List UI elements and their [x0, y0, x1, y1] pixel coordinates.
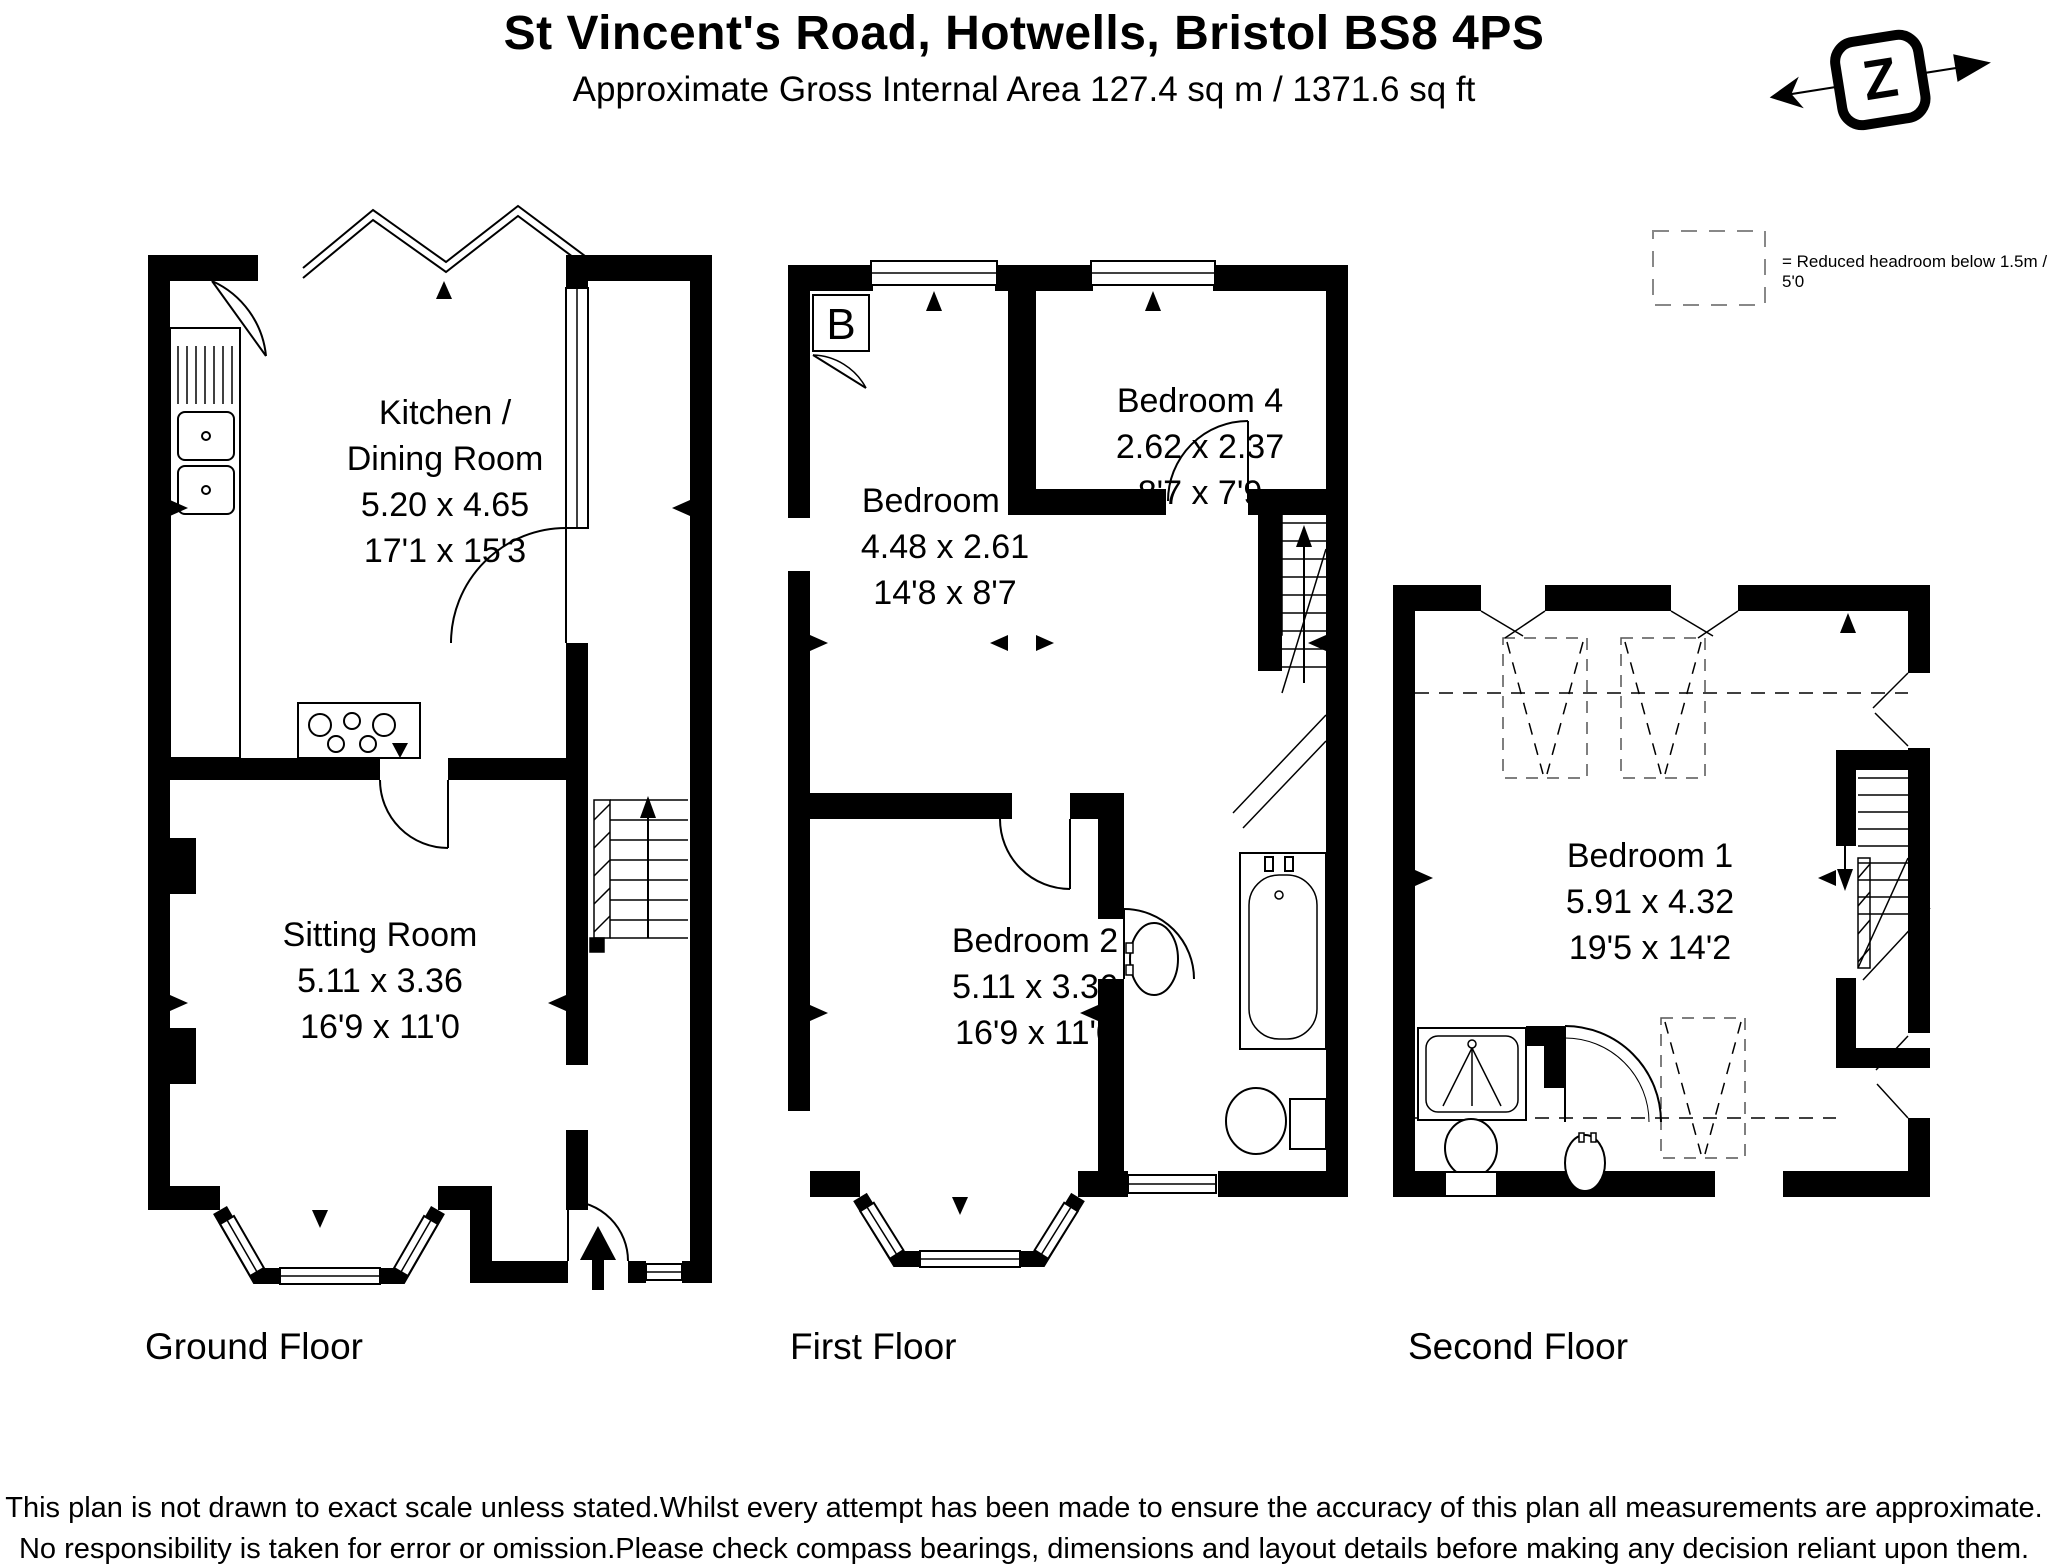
room-metric: 5.11 x 3.36	[297, 962, 463, 1000]
room-imperial: 16'9 x 11'0	[955, 1014, 1115, 1052]
room-name: Bedroom 2	[951, 922, 1119, 960]
break-line	[303, 206, 585, 278]
room-metric: 5.91 x 4.32	[1565, 883, 1735, 921]
boiler-icon	[813, 295, 869, 388]
door-arc	[1000, 819, 1070, 889]
room-name: Bedroom 4	[1116, 382, 1284, 420]
boiler-label: B	[826, 300, 856, 349]
entrance-arrow-icon	[580, 1226, 616, 1290]
stairs-icon	[590, 796, 688, 952]
shower-icon	[1418, 1028, 1526, 1120]
room-name: Kitchen /	[378, 394, 512, 432]
bay-window	[860, 1197, 1078, 1267]
kitchen-dining-label	[290, 390, 600, 574]
room-imperial: 14'8 x 8'7	[873, 574, 1017, 612]
door-arc	[380, 780, 448, 848]
window	[646, 1264, 682, 1280]
north-arrow-icon	[1760, 18, 2000, 133]
room-metric: 5.11 x 3.36	[952, 968, 1118, 1006]
basin-icon	[1565, 1133, 1605, 1191]
bedroom4-label	[1050, 378, 1350, 516]
disclaimer-line1: This plan is not drawn to exact scale unless stated.Whilst every attempt has been made to ensure the accuracy of this plan all measurements are approximate.	[5, 1492, 2043, 1524]
door-arc	[1565, 1026, 1661, 1122]
reduced-headroom-legend-swatch	[1650, 228, 1770, 310]
toilet-icon	[1226, 1088, 1326, 1154]
sitting-room-label	[230, 912, 530, 1050]
bedroom1-label	[1500, 833, 1800, 971]
ground-floor-label: Ground Floor	[145, 1326, 363, 1367]
room-metric: 5.20 x 4.65	[360, 486, 530, 524]
reduced-headroom-legend-text: = Reduced headroom below 1.5m / 5'0	[1782, 252, 2048, 291]
bay-window	[220, 1210, 438, 1284]
room-name: Dining Room	[346, 440, 544, 478]
room-imperial: 16'9 x 11'0	[300, 1008, 460, 1046]
page-subtitle: Approximate Gross Internal Area 127.4 sq m / 1371.6 sq ft	[572, 70, 1476, 109]
window	[1128, 1175, 1216, 1193]
bedroom2-label	[885, 918, 1185, 1056]
disclaimer-line2: No responsibility is taken for error or omission.Please check compass bearings, dimensions and layout details before making any decision reliant upon them.	[18, 1533, 2030, 1564]
first-floor-label: First Floor	[790, 1326, 957, 1367]
toilet-icon	[1445, 1119, 1497, 1196]
ground-floor-plan	[148, 198, 723, 1298]
kitchen-counter	[170, 328, 240, 758]
room-metric: 2.62 x 2.37	[1115, 428, 1285, 466]
compass-letter: Z	[1858, 44, 1902, 113]
disclaimer	[0, 1488, 2048, 1564]
room-imperial: 19'5 x 14'2	[1568, 929, 1732, 967]
room-name: Bedroom 3	[861, 482, 1029, 520]
second-floor-label: Second Floor	[1408, 1326, 1629, 1367]
room-imperial: 8'7 x 7'9	[1137, 474, 1263, 512]
room-name: Sitting Room	[282, 916, 478, 954]
bath-icon	[1240, 853, 1326, 1049]
room-imperial: 17'1 x 15'3	[363, 532, 527, 570]
page-title: St Vincent's Road, Hotwells, Bristol BS8 4PS	[503, 7, 1545, 60]
room-metric: 4.48 x 2.61	[860, 528, 1030, 566]
room-name: Bedroom 1	[1566, 837, 1734, 875]
